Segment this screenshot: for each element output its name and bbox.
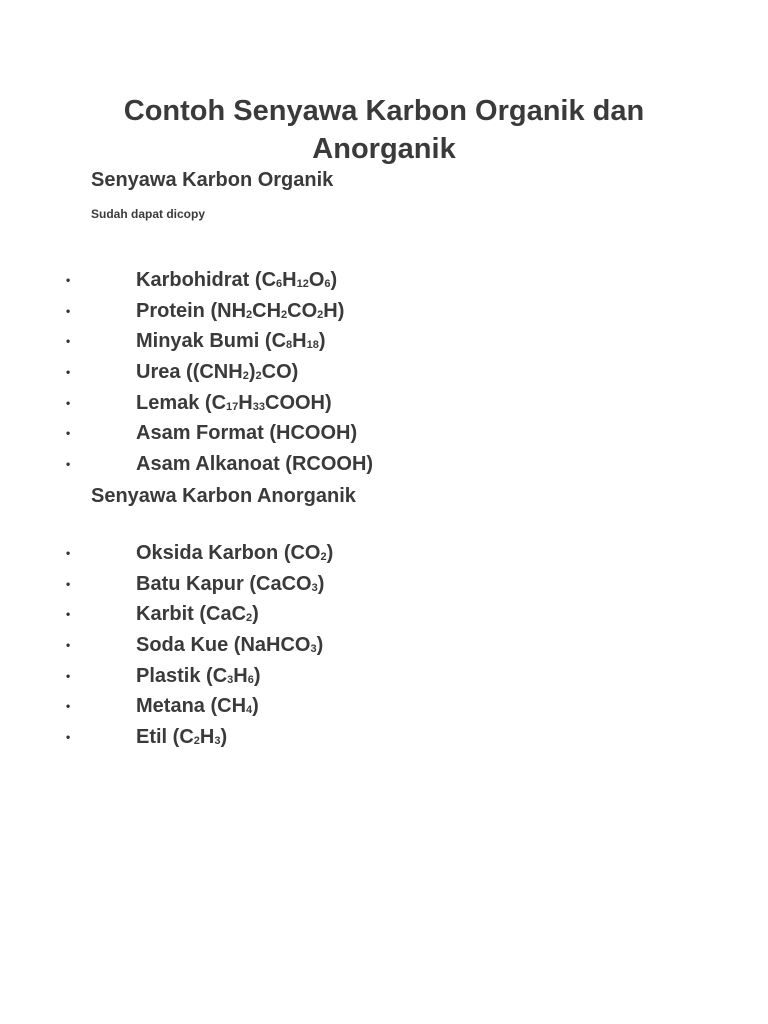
compound-entry: Etil $(C_2H_3)$ xyxy=(136,726,228,749)
compound-formula: RCOOH xyxy=(291,453,367,476)
compound-name: Oksida Karbon ( xyxy=(136,542,291,564)
bullet-icon: • xyxy=(66,334,71,349)
compound-formula: $C_{17}H_{33}COOH$ xyxy=(211,391,325,414)
compound-name: Urea ( xyxy=(136,361,193,384)
compound-entry: Protein $(NH_2CH_2CO_2H)$ xyxy=(136,299,345,322)
list-item xyxy=(0,569,768,600)
bullet-icon: • xyxy=(66,365,71,380)
organik-list xyxy=(0,265,768,480)
bullet-icon: • xyxy=(66,730,71,745)
compound-formula: $CO_2$ xyxy=(290,542,327,564)
list-item xyxy=(0,296,768,327)
compound-entry: Plastik $(C_3H_6)$ xyxy=(136,664,261,687)
list-item xyxy=(0,722,768,753)
bullet-icon: • xyxy=(66,638,71,653)
list-item xyxy=(0,538,768,569)
compound-entry: Urea $((CNH_2)_2CO)$ xyxy=(136,361,299,384)
list-item xyxy=(0,661,768,692)
bullet-icon: • xyxy=(66,546,71,560)
compound-formula: $C_6H_{12}O_6$ xyxy=(261,269,331,291)
bullet-icon: • xyxy=(66,273,71,287)
compound-formula: $(CNH_2)_2CO$ xyxy=(192,361,292,384)
bullet-icon: • xyxy=(66,576,71,591)
section-heading-anorganik: Senyawa Karbon Anorganik xyxy=(91,485,356,507)
bullet-icon: • xyxy=(66,699,71,714)
compound-entry: Metana $(CH_4)$ xyxy=(136,695,259,718)
compound-name: Protein ( xyxy=(136,299,218,322)
compound-name: Soda Kue ( xyxy=(136,634,241,657)
compound-name: Minyak Bumi ( xyxy=(136,330,272,353)
compound-entry: Oksida Karbon $(CO_2)$ xyxy=(136,542,334,564)
compound-name: Batu Kapur ( xyxy=(136,572,256,595)
list-item xyxy=(0,691,768,722)
compound-name: Asam Alkanoat ( xyxy=(136,453,292,476)
list-item xyxy=(0,418,768,449)
compound-name: Karbohidrat ( xyxy=(136,269,262,291)
list-item xyxy=(0,265,768,296)
list-item xyxy=(0,599,768,630)
compound-entry: Minyak Bumi $(C_8H_{18})$ xyxy=(136,330,326,353)
bullet-icon: • xyxy=(66,395,71,410)
compound-formula: HCOOH xyxy=(276,422,351,445)
bullet-icon: • xyxy=(66,457,71,472)
compound-entry: Batu Kapur (CaCO$_3$) xyxy=(136,572,325,595)
bullet-icon: • xyxy=(66,303,71,318)
bullet-icon: • xyxy=(66,607,71,622)
compound-entry: Karbit (CaC$_2$) xyxy=(136,603,259,626)
compound-entry: Asam Alkanoat (RCOOH) xyxy=(136,453,374,476)
compound-name: Karbit ( xyxy=(136,603,206,626)
compound-entry: Lemak $(C_{17}H_{33}COOH)$ xyxy=(136,391,332,414)
section-heading-organik: Senyawa Karbon Organik xyxy=(91,169,334,191)
copy-note: Sudah dapat dicopy xyxy=(91,207,206,221)
compound-formula: $C_3H_6$ xyxy=(212,664,254,687)
compound-name: Asam Format ( xyxy=(136,422,277,445)
compound-formula: $CH_4$ xyxy=(217,695,253,718)
compound-name: Metana ( xyxy=(136,695,218,718)
compound-entry: Asam Format (HCOOH) xyxy=(136,422,358,445)
compound-formula: $NH_2CH_2CO_2H$ xyxy=(217,299,338,322)
list-item xyxy=(0,449,768,480)
compound-entry: Karbohidrat $(C_6H_{12}O_6)$ xyxy=(136,269,338,291)
compound-name: Lemak ( xyxy=(136,391,212,414)
compound-formula: CaCO$_3$ xyxy=(256,572,318,595)
list-item xyxy=(0,326,768,357)
page-title: Contoh Senyawa Karbon Organik dan Anorganik xyxy=(123,95,645,165)
compound-name: Plastik ( xyxy=(136,664,213,687)
compound-entry: Soda Kue (NaHCO$_3$) xyxy=(136,634,324,657)
list-item xyxy=(0,388,768,419)
list-item xyxy=(0,630,768,661)
compound-formula: $C_8H_{18}$ xyxy=(271,330,319,353)
compound-formula: NaHCO$_3$ xyxy=(240,634,317,657)
compound-formula: $C_2H_3$ xyxy=(179,726,221,749)
bullet-icon: • xyxy=(66,668,71,683)
anorganik-list xyxy=(0,538,768,753)
bullet-icon: • xyxy=(66,426,71,441)
compound-formula: CaC$_2$ xyxy=(206,603,253,626)
compound-name: Etil ( xyxy=(136,726,180,749)
list-item xyxy=(0,357,768,388)
